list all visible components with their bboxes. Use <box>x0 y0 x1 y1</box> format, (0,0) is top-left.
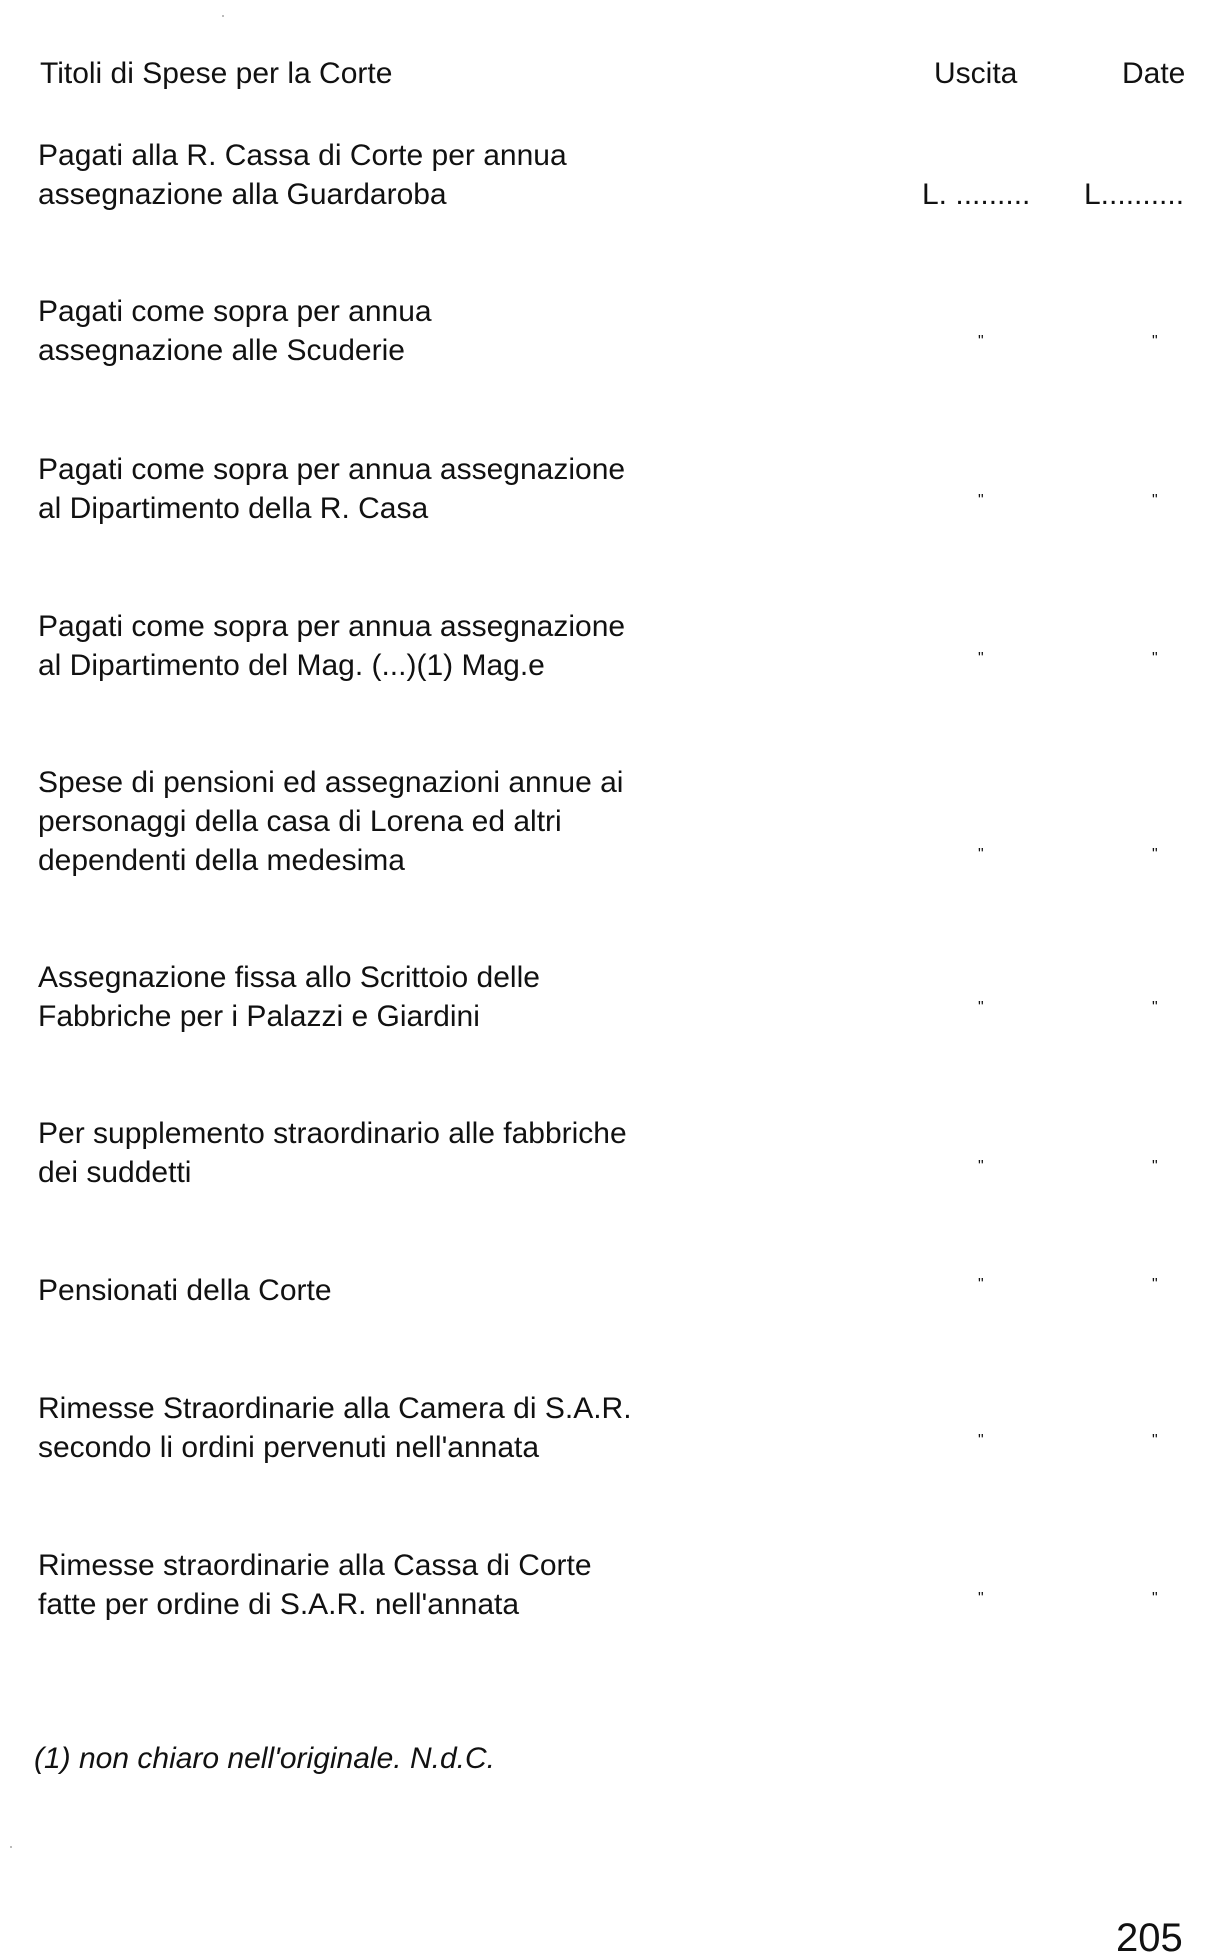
uscita-ditto-mark: " <box>978 999 984 1016</box>
expense-description <box>38 958 738 1036</box>
date-ditto-mark: " <box>1152 1276 1158 1293</box>
expense-description <box>38 1389 738 1467</box>
uscita-ditto-mark: " <box>978 650 984 667</box>
page-number: 205 <box>1116 1916 1183 1960</box>
description-line: Per supplemento straordinario alle fabbriche <box>38 1117 627 1150</box>
uscita-ditto-mark: " <box>978 1158 984 1175</box>
description-line: al Dipartimento della R. Casa <box>38 492 429 525</box>
uscita-ditto-mark: " <box>978 1432 984 1449</box>
date-ditto-mark: " <box>1152 999 1158 1016</box>
uscita-value: L. ......... <box>922 178 1031 211</box>
date-ditto-mark: " <box>1152 846 1158 863</box>
table-title: Titoli di Spese per la Corte <box>40 57 393 90</box>
expense-description <box>38 450 738 528</box>
scan-mark <box>222 15 224 17</box>
description-line: Pensionati della Corte <box>38 1274 332 1307</box>
description-line: Fabbriche per i Palazzi e Giardini <box>38 1000 480 1033</box>
description-line: Pagati come sopra per annua assegnazione <box>38 610 626 643</box>
column-header-uscita: Uscita <box>934 57 1018 90</box>
expense-description <box>38 292 738 370</box>
column-header-date: Date <box>1122 57 1186 90</box>
description-line: fatte per ordine di S.A.R. nell'annata <box>38 1588 520 1621</box>
expense-description <box>38 1114 738 1192</box>
date-ditto-mark: " <box>1152 650 1158 667</box>
expense-description <box>38 1271 738 1310</box>
date-ditto-mark: " <box>1152 492 1158 509</box>
description-line: dei suddetti <box>38 1156 192 1189</box>
expense-description <box>38 136 738 214</box>
uscita-ditto-mark: " <box>978 846 984 863</box>
description-line: Pagati alla R. Cassa di Corte per annua <box>38 139 567 172</box>
date-ditto-mark: " <box>1152 1158 1158 1175</box>
expense-description <box>38 1546 738 1624</box>
uscita-ditto-mark: " <box>978 1276 984 1293</box>
date-ditto-mark: " <box>1152 333 1158 350</box>
date-ditto-mark: " <box>1152 1432 1158 1449</box>
description-line: secondo li ordini pervenuti nell'annata <box>38 1431 540 1464</box>
description-line: Assegnazione fissa allo Scrittoio delle <box>38 961 540 994</box>
uscita-ditto-mark: " <box>978 333 984 350</box>
date-ditto-mark: " <box>1152 1590 1158 1607</box>
uscita-ditto-mark: " <box>978 1590 984 1607</box>
expense-description <box>38 607 738 685</box>
description-line: al Dipartimento del Mag. (...)(1) Mag.e <box>38 649 545 682</box>
description-line: Rimesse Straordinarie alla Camera di S.A.R. <box>38 1392 632 1425</box>
date-value: L.......... <box>1084 178 1185 211</box>
description-line: personaggi della casa di Lorena ed altri <box>38 805 562 838</box>
footnote: (1) non chiaro nell'originale. N.d.C. <box>34 1742 495 1775</box>
description-line: dependenti della medesima <box>38 844 405 877</box>
description-line: assegnazione alle Scuderie <box>38 334 405 367</box>
description-line: assegnazione alla Guardaroba <box>38 178 447 211</box>
expense-description <box>38 763 738 880</box>
description-line: Rimesse straordinarie alla Cassa di Corte <box>38 1549 592 1582</box>
uscita-ditto-mark: " <box>978 492 984 509</box>
description-line: Spese di pensioni ed assegnazioni annue ai <box>38 766 624 799</box>
scan-mark <box>10 1846 12 1848</box>
description-line: Pagati come sopra per annua <box>38 295 432 328</box>
description-line: Pagati come sopra per annua assegnazione <box>38 453 626 486</box>
